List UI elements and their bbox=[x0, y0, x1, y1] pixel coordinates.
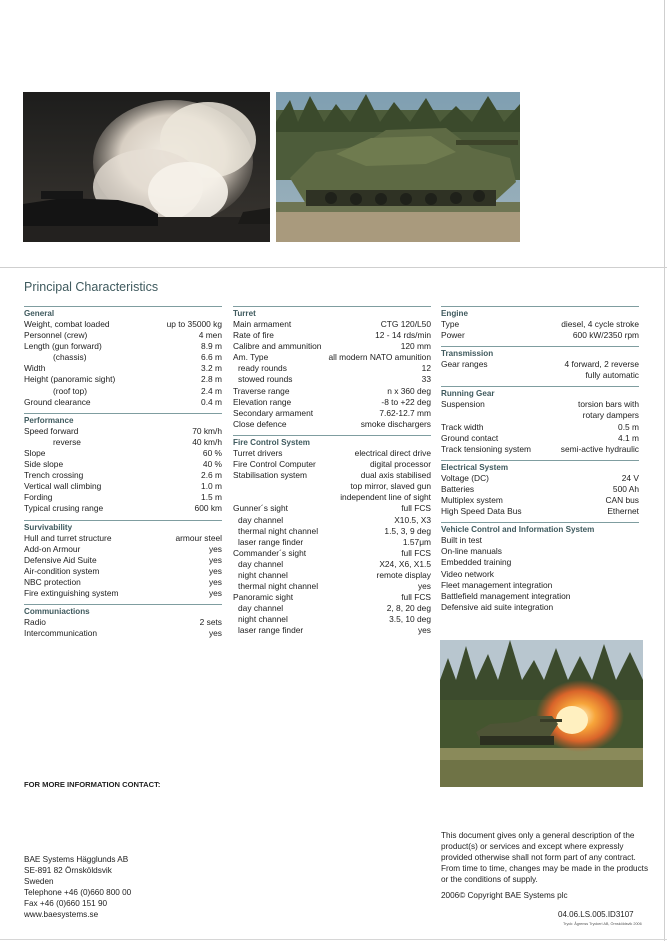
spec-row bbox=[441, 495, 639, 506]
spec-row bbox=[233, 319, 431, 330]
spec-label: day channel bbox=[238, 603, 284, 614]
spec-value: 8.9 m bbox=[201, 341, 222, 352]
section-heading: Fire Control System bbox=[233, 435, 431, 448]
spec-value: 2.6 m bbox=[201, 470, 222, 481]
spec-label: reverse bbox=[53, 436, 81, 447]
spec-label: Video network bbox=[441, 568, 494, 579]
spec-value: -8 to +22 deg bbox=[381, 396, 431, 407]
spec-label: Voltage (DC) bbox=[441, 472, 489, 483]
spec-row bbox=[233, 492, 431, 503]
spec-row bbox=[24, 628, 222, 639]
spec-value: yes bbox=[417, 581, 431, 592]
spec-row bbox=[24, 588, 222, 599]
spec-row bbox=[24, 363, 222, 374]
page-edge-right bbox=[664, 0, 665, 941]
spec-label: Power bbox=[441, 330, 465, 341]
spec-label: Weight, combat loaded bbox=[24, 319, 110, 329]
spec-row bbox=[441, 473, 639, 484]
spec-section bbox=[24, 520, 222, 600]
spec-value: 12 bbox=[421, 363, 431, 374]
section-heading: Turret bbox=[233, 306, 431, 319]
spec-label: Slope bbox=[24, 447, 46, 458]
spec-value: n x 360 deg bbox=[387, 385, 431, 396]
spec-value: 60 % bbox=[202, 447, 222, 458]
spec-label: On-line manuals bbox=[441, 546, 502, 557]
spec-row bbox=[24, 352, 222, 363]
spec-value: 3.2 m bbox=[201, 363, 222, 374]
spec-value: yes bbox=[208, 628, 222, 639]
section-heading: Transmission bbox=[441, 346, 639, 359]
spec-row bbox=[24, 437, 222, 448]
spec-label: Typical crusing range bbox=[24, 503, 104, 514]
spec-row bbox=[233, 341, 431, 352]
spec-value: 2, 8, 20 deg bbox=[386, 603, 431, 614]
spec-value: 33 bbox=[421, 374, 431, 385]
spec-label: Vertical wall climbing bbox=[24, 481, 102, 492]
spec-value: remote display bbox=[376, 569, 431, 580]
spec-value: 2.4 m bbox=[201, 385, 222, 396]
spec-value: X24, X6, X1.5 bbox=[379, 558, 431, 569]
spec-row bbox=[233, 459, 431, 470]
spec-value: dual axis stabilised bbox=[360, 470, 431, 481]
spec-label: Secondary armament bbox=[233, 407, 314, 418]
disclaimer-text: This document gives only a general description of the product(s) or services and except where expressly provided otherwise shall not form part of any contract. From time to time, changes may be made in the products or the conditions of supply. bbox=[441, 831, 649, 884]
spec-value: 0.5 m bbox=[618, 421, 639, 432]
spec-row bbox=[24, 481, 222, 492]
spec-value: 2 sets bbox=[199, 617, 222, 628]
spec-label: Built in test bbox=[441, 535, 482, 546]
spec-value: independent line of sight bbox=[340, 492, 431, 503]
spec-value: 600 km bbox=[194, 503, 222, 514]
spec-section bbox=[24, 604, 222, 639]
spec-value: 6.6 m bbox=[201, 352, 222, 363]
photo-tank-muzzle-flash bbox=[440, 640, 643, 787]
spec-row bbox=[233, 481, 431, 492]
spec-value: 4 men bbox=[198, 330, 222, 341]
photo-camouflaged-tank bbox=[276, 92, 520, 242]
spec-row bbox=[24, 386, 222, 397]
spec-row bbox=[441, 506, 639, 517]
postal-address: SE-891 82 Örnsköldsvik bbox=[24, 866, 112, 875]
spec-label: Track width bbox=[441, 421, 484, 432]
spec-value: 4 forward, 2 reverse bbox=[564, 359, 639, 370]
spec-value: yes bbox=[208, 543, 222, 554]
spec-label: Panoramic sight bbox=[233, 592, 294, 603]
spec-label: day channel bbox=[238, 514, 284, 525]
spec-value: torsion bars with bbox=[578, 399, 639, 410]
spec-row bbox=[441, 580, 639, 591]
spec-value: 500 Ah bbox=[612, 483, 639, 494]
spec-label: Ground clearance bbox=[24, 396, 91, 407]
spec-row bbox=[233, 592, 431, 603]
spec-row bbox=[441, 370, 639, 381]
spec-row bbox=[441, 591, 639, 602]
spec-row bbox=[233, 625, 431, 636]
spec-section bbox=[441, 460, 639, 517]
spec-value: 1.0 m bbox=[201, 481, 222, 492]
spec-value: digital processor bbox=[370, 459, 431, 470]
spec-value: full FCS bbox=[401, 547, 431, 558]
spec-row bbox=[233, 397, 431, 408]
spec-section bbox=[24, 413, 222, 515]
spec-label: Type bbox=[441, 319, 460, 329]
spec-row bbox=[441, 557, 639, 568]
spec-value: fully automatic bbox=[585, 370, 639, 381]
spec-row bbox=[24, 544, 222, 555]
spec-row bbox=[441, 433, 639, 444]
spec-value: yes bbox=[208, 576, 222, 587]
photo-tank-firing-smoke bbox=[23, 92, 270, 242]
contact-address bbox=[24, 854, 131, 920]
spec-row bbox=[441, 359, 639, 370]
spec-value: rotary dampers bbox=[582, 410, 639, 421]
spec-label: laser range finder bbox=[238, 536, 304, 547]
spec-label: Fleet management integration bbox=[441, 579, 553, 590]
section-heading: Engine bbox=[441, 306, 639, 319]
spec-row bbox=[233, 503, 431, 514]
page-edge-bottom bbox=[0, 939, 667, 940]
spec-row bbox=[233, 330, 431, 341]
spec-row bbox=[233, 526, 431, 537]
spec-row bbox=[233, 515, 431, 526]
spec-row bbox=[24, 577, 222, 588]
copyright: 2006© Copyright BAE Systems plc bbox=[441, 891, 568, 900]
spec-row bbox=[441, 546, 639, 557]
spec-label: Personnel (crew) bbox=[24, 330, 88, 341]
spec-row bbox=[24, 397, 222, 408]
spec-row bbox=[233, 352, 431, 363]
spec-label: night channel bbox=[238, 569, 288, 580]
spec-label: Length (gun forward) bbox=[24, 341, 102, 352]
company-name: BAE Systems Hägglunds AB bbox=[24, 855, 129, 864]
spec-row bbox=[233, 386, 431, 397]
spec-value: 7.62-12.7 mm bbox=[379, 407, 431, 418]
spec-label: Ground contact bbox=[441, 432, 499, 443]
spec-label: Radio bbox=[24, 617, 46, 628]
section-heading: Vehicle Control and Information System bbox=[441, 522, 639, 535]
spec-label: Embedded training bbox=[441, 557, 512, 568]
spec-row bbox=[233, 603, 431, 614]
website-link[interactable]: www.baesystems.se bbox=[24, 910, 99, 919]
spec-label: Main armament bbox=[233, 319, 292, 329]
spec-value: 4.1 m bbox=[618, 432, 639, 443]
spec-label: Stabilisation system bbox=[233, 470, 308, 481]
spec-value: smoke dischargers bbox=[360, 418, 431, 429]
section-divider bbox=[0, 267, 667, 268]
spec-value: 12 - 14 rds/min bbox=[375, 330, 431, 341]
spec-label: Close defence bbox=[233, 418, 287, 429]
spec-row bbox=[233, 448, 431, 459]
spec-row bbox=[441, 444, 639, 455]
spec-row bbox=[441, 330, 639, 341]
spec-value: full FCS bbox=[401, 592, 431, 603]
spec-row bbox=[441, 410, 639, 421]
spec-label: High Speed Data Bus bbox=[441, 506, 522, 517]
spec-row bbox=[24, 566, 222, 577]
spec-value: full FCS bbox=[401, 503, 431, 514]
spec-label: Air-condition system bbox=[24, 565, 100, 576]
spec-value: 40 % bbox=[202, 459, 222, 470]
spec-label: Side slope bbox=[24, 459, 64, 470]
spec-label: Traverse range bbox=[233, 385, 290, 396]
country: Sweden bbox=[24, 877, 54, 886]
spec-label: laser range finder bbox=[238, 625, 304, 636]
spec-row bbox=[233, 374, 431, 385]
telephone: Telephone +46 (0)660 800 00 bbox=[24, 888, 132, 897]
spec-row bbox=[24, 459, 222, 470]
spec-row bbox=[24, 341, 222, 352]
contact-heading: FOR MORE INFORMATION CONTACT: bbox=[24, 780, 161, 789]
spec-value: 3.5, 10 deg bbox=[389, 614, 431, 625]
spec-label: Elevation range bbox=[233, 396, 292, 407]
spec-row bbox=[24, 492, 222, 503]
spec-label: Track tensioning system bbox=[441, 443, 531, 454]
spec-section bbox=[441, 346, 639, 381]
spec-value: yes bbox=[208, 565, 222, 576]
spec-label: Speed forward bbox=[24, 425, 79, 436]
spec-row bbox=[441, 602, 639, 613]
spec-label: Defensive aid suite integration bbox=[441, 601, 554, 612]
spec-row bbox=[24, 470, 222, 481]
spec-label: Trench crossing bbox=[24, 470, 84, 481]
spec-value: Ethernet bbox=[607, 506, 639, 517]
spec-value: semi-active hydraulic bbox=[560, 443, 639, 454]
spec-label: Turret drivers bbox=[233, 447, 283, 458]
spec-label: Fording bbox=[24, 492, 53, 503]
spec-column-1 bbox=[24, 306, 222, 644]
spec-row bbox=[24, 533, 222, 544]
spec-value: yes bbox=[208, 554, 222, 565]
print-note: Tryck: Ågrenss Tryckeri AB, Örnsköldsvik 2006 bbox=[563, 922, 642, 926]
spec-label: Gunner´s sight bbox=[233, 503, 288, 514]
spec-row bbox=[24, 503, 222, 514]
spec-label: Width bbox=[24, 363, 46, 374]
spec-row bbox=[24, 426, 222, 437]
spec-label: stowed rounds bbox=[238, 374, 293, 385]
spec-row bbox=[441, 535, 639, 546]
spec-value: 1.57μm bbox=[402, 536, 431, 547]
spec-row bbox=[233, 470, 431, 481]
spec-row bbox=[441, 319, 639, 330]
spec-value: all modern NATO amunition bbox=[328, 352, 431, 363]
spec-value: 70 km/h bbox=[192, 425, 222, 436]
spec-row bbox=[24, 319, 222, 330]
spec-row bbox=[233, 408, 431, 419]
spec-row bbox=[441, 399, 639, 410]
spec-label: Hull and turret structure bbox=[24, 532, 112, 543]
spec-label: Defensive Aid Suite bbox=[24, 554, 97, 565]
spec-column-2 bbox=[233, 306, 431, 642]
spec-value: top mirror, slaved gun bbox=[350, 481, 431, 492]
spec-value: yes bbox=[417, 625, 431, 636]
spec-value: diesel, 4 cycle stroke bbox=[561, 319, 639, 329]
spec-row bbox=[441, 484, 639, 495]
spec-label: day channel bbox=[238, 558, 284, 569]
spec-section bbox=[24, 306, 222, 408]
spec-label: Intercommunication bbox=[24, 628, 98, 639]
spec-value: 120 mm bbox=[400, 341, 431, 352]
spec-row bbox=[233, 548, 431, 559]
spec-value: X10.5, X3 bbox=[394, 514, 431, 525]
spec-label: thermal night channel bbox=[238, 581, 319, 592]
section-heading: Electrical System bbox=[441, 460, 639, 473]
spec-value: 1.5 m bbox=[201, 492, 222, 503]
spec-column-3 bbox=[441, 306, 639, 618]
spec-label: Height (panoramic sight) bbox=[24, 374, 116, 385]
spec-section bbox=[233, 306, 431, 430]
spec-value: up to 35000 kg bbox=[166, 319, 222, 329]
spec-row bbox=[233, 614, 431, 625]
spec-value: 24 V bbox=[621, 472, 639, 483]
spec-value: 600 kW/2350 rpm bbox=[572, 330, 639, 341]
spec-label: Batteries bbox=[441, 483, 475, 494]
spec-value: 0.4 m bbox=[201, 396, 222, 407]
spec-value: electrical direct drive bbox=[354, 447, 431, 458]
spec-row bbox=[233, 559, 431, 570]
spec-label: Am. Type bbox=[233, 352, 269, 363]
spec-label: Multiplex system bbox=[441, 495, 503, 506]
spec-label: Fire Control Computer bbox=[233, 459, 316, 470]
spec-label: Commander´s sight bbox=[233, 547, 307, 558]
spec-row bbox=[441, 422, 639, 433]
document-number: 04.06.LS.005.ID3107 bbox=[558, 910, 634, 919]
spec-label: Add-on Armour bbox=[24, 543, 81, 554]
fax: Fax +46 (0)660 151 90 bbox=[24, 899, 108, 908]
spec-row bbox=[233, 419, 431, 430]
spec-value: CAN bus bbox=[605, 495, 639, 506]
section-heading: Communiactions bbox=[24, 604, 222, 617]
section-heading: Survivability bbox=[24, 520, 222, 533]
spec-row bbox=[24, 448, 222, 459]
spec-row bbox=[441, 569, 639, 580]
spec-row bbox=[233, 363, 431, 374]
spec-label: (chassis) bbox=[53, 352, 87, 363]
spec-section bbox=[441, 386, 639, 454]
spec-label: NBC protection bbox=[24, 576, 81, 587]
spec-label: Fire extinguishing system bbox=[24, 587, 119, 598]
spec-label: Suspension bbox=[441, 399, 485, 410]
spec-label: Gear ranges bbox=[441, 359, 488, 370]
spec-value: 1.5, 3, 9 deg bbox=[384, 525, 431, 536]
spec-label: Battlefield management integration bbox=[441, 590, 571, 601]
spec-value: armour steel bbox=[175, 532, 222, 543]
spec-row bbox=[24, 374, 222, 385]
spec-section bbox=[441, 522, 639, 613]
section-heading: Running Gear bbox=[441, 386, 639, 399]
spec-row bbox=[233, 537, 431, 548]
page-title: Principal Characteristics bbox=[24, 280, 159, 294]
spec-row bbox=[233, 570, 431, 581]
spec-value: 2.8 m bbox=[201, 374, 222, 385]
spec-label: (roof top) bbox=[53, 385, 87, 396]
spec-row bbox=[24, 617, 222, 628]
spec-label: night channel bbox=[238, 614, 288, 625]
spec-row bbox=[24, 555, 222, 566]
spec-value: CTG 120/L50 bbox=[380, 319, 431, 329]
spec-label: Rate of fire bbox=[233, 330, 274, 341]
spec-label: ready rounds bbox=[238, 363, 287, 374]
spec-row bbox=[233, 581, 431, 592]
disclaimer bbox=[441, 830, 651, 901]
spec-value: yes bbox=[208, 587, 222, 598]
section-heading: General bbox=[24, 306, 222, 319]
spec-value: 40 km/h bbox=[192, 436, 222, 447]
spec-label: Calibre and ammunition bbox=[233, 341, 322, 352]
spec-row bbox=[24, 330, 222, 341]
spec-section bbox=[233, 435, 431, 637]
section-heading: Performance bbox=[24, 413, 222, 426]
spec-label: thermal night channel bbox=[238, 525, 319, 536]
spec-section bbox=[441, 306, 639, 341]
